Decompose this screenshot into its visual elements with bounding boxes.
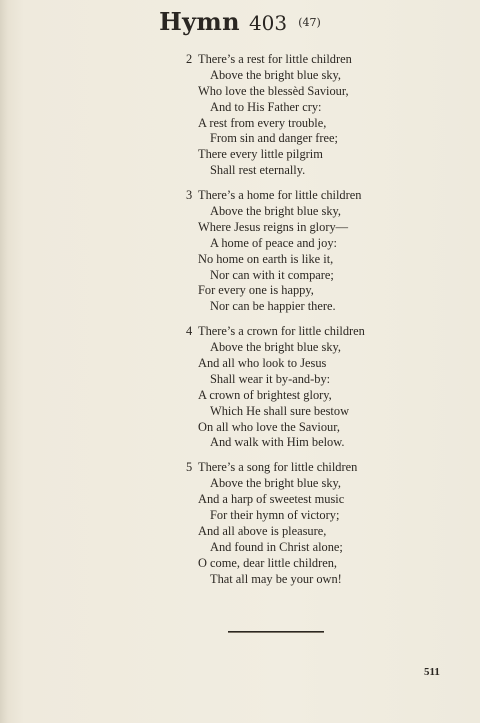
verse-line-text: Above the bright blue sky, bbox=[210, 204, 341, 219]
verse-number: 5 bbox=[186, 460, 193, 475]
verse-line-text: On all who love the Saviour, bbox=[198, 419, 340, 434]
verse-line bbox=[0, 116, 480, 132]
verse-line bbox=[0, 356, 480, 372]
verses-container bbox=[0, 52, 480, 597]
verse bbox=[0, 460, 480, 587]
verse-line-text: And a harp of sweetest music bbox=[198, 492, 345, 507]
verse-line bbox=[0, 268, 480, 284]
verse-line-text: Shall rest eternally. bbox=[210, 163, 306, 178]
verse-line bbox=[0, 435, 480, 451]
verse-number: 3 bbox=[186, 188, 193, 203]
verse-line bbox=[0, 299, 480, 315]
hymn-word: Hymn bbox=[159, 7, 240, 36]
verse-line-text: There’s a crown for little children bbox=[198, 324, 365, 339]
hymn-title bbox=[0, 7, 480, 36]
verse-line bbox=[0, 388, 480, 404]
verse-line-text: Nor can with it compare; bbox=[210, 267, 334, 282]
verse-line bbox=[0, 204, 480, 220]
verse-line-text: A crown of brightest glory, bbox=[198, 387, 332, 402]
verse-line bbox=[0, 236, 480, 252]
verse-line-text: And found in Christ alone; bbox=[210, 539, 343, 554]
verse-line-text: A home of peace and joy: bbox=[210, 235, 337, 250]
verse-line-text: Above the bright blue sky, bbox=[210, 67, 341, 82]
verse-line bbox=[0, 324, 480, 340]
verse-line bbox=[0, 340, 480, 356]
verse-number: 4 bbox=[186, 324, 193, 339]
verse-line bbox=[0, 420, 480, 436]
verse-line-text: Shall wear it by-and-by: bbox=[210, 371, 331, 386]
verse-line bbox=[0, 68, 480, 84]
verse-line-text: From sin and danger free; bbox=[210, 131, 338, 146]
verse-line-text: Where Jesus reigns in glory— bbox=[198, 219, 349, 234]
ornamental-rule bbox=[228, 631, 324, 633]
verse-line bbox=[0, 404, 480, 420]
verse-line bbox=[0, 492, 480, 508]
verse-number: 2 bbox=[186, 52, 193, 66]
verse-line-text: O come, dear little children, bbox=[198, 555, 337, 570]
verse-line bbox=[0, 220, 480, 236]
verse-line-text: Nor can be happier there. bbox=[210, 299, 336, 314]
verse-line bbox=[0, 100, 480, 116]
verse-line bbox=[0, 572, 480, 588]
verse-line bbox=[0, 508, 480, 524]
verse-line-text: There every little pilgrim bbox=[198, 147, 323, 162]
verse bbox=[0, 188, 480, 315]
verse-line bbox=[0, 84, 480, 100]
verse-line-text: And walk with Him below. bbox=[210, 435, 345, 450]
verse-line bbox=[0, 372, 480, 388]
verse-line bbox=[0, 460, 480, 476]
verse-line-text: And to His Father cry: bbox=[210, 99, 322, 114]
tune-number: (47) bbox=[298, 16, 321, 29]
verse-line bbox=[0, 163, 480, 179]
verse-line-text: For every one is happy, bbox=[198, 283, 314, 298]
verse-line-text: That all may be your own! bbox=[210, 571, 342, 586]
verse bbox=[0, 52, 480, 179]
verse-line-text: No home on earth is like it, bbox=[198, 251, 334, 266]
verse-line bbox=[0, 147, 480, 163]
verse-line-text: Which He shall sure bestow bbox=[210, 403, 350, 418]
verse-line bbox=[0, 131, 480, 147]
verse-line-text: And all who look to Jesus bbox=[198, 356, 327, 371]
verse-line bbox=[0, 52, 480, 68]
verse-line bbox=[0, 540, 480, 556]
verse-line-text: There’s a rest for little children bbox=[198, 52, 352, 66]
verse bbox=[0, 324, 480, 451]
page-number: 511 bbox=[424, 666, 440, 678]
verse-line-text: Above the bright blue sky, bbox=[210, 476, 341, 491]
verse-line-text: A rest from every trouble, bbox=[198, 115, 327, 130]
verse-line-text: Who love the blessèd Saviour, bbox=[198, 83, 349, 98]
verse-line-text: And all above is pleasure, bbox=[198, 523, 327, 538]
verse-line-text: Above the bright blue sky, bbox=[210, 340, 341, 355]
verse-line bbox=[0, 188, 480, 204]
verse-line bbox=[0, 252, 480, 268]
verse-line bbox=[0, 283, 480, 299]
hymn-number: 403 bbox=[248, 11, 288, 35]
verse-line-text: There’s a home for little children bbox=[198, 188, 362, 203]
verse-line-text: There’s a song for little children bbox=[198, 460, 358, 475]
verse-line-text: For their hymn of victory; bbox=[210, 508, 340, 523]
verse-line bbox=[0, 524, 480, 540]
verse-line bbox=[0, 556, 480, 572]
verse-line bbox=[0, 476, 480, 492]
